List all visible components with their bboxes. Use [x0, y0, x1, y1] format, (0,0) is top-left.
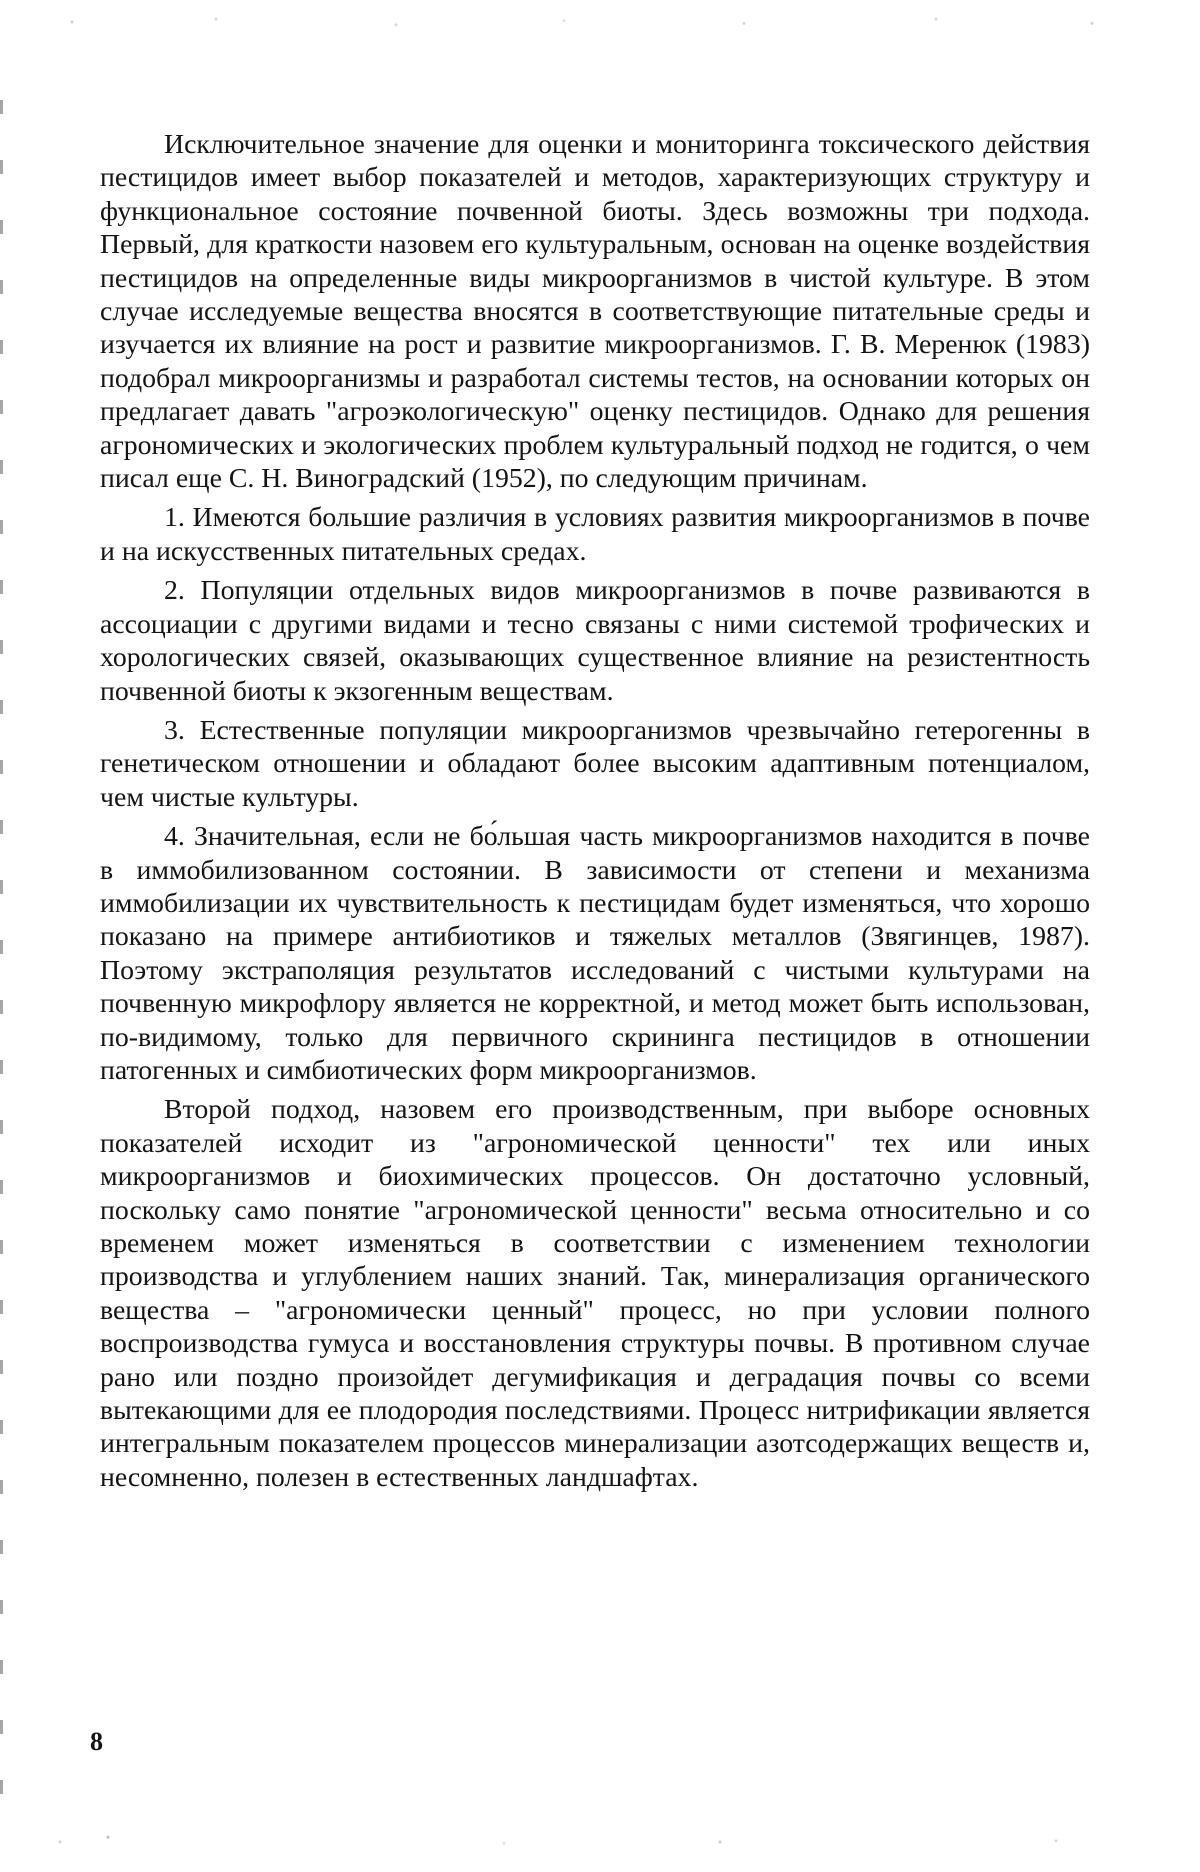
paragraph-reason-1: 1. Имеются большие различия в условиях развития микроорганизмов в почве и на искусственных питательных средах. [100, 502, 1090, 567]
paragraph-reason-3: 3. Естественные популяции микроорганизмов чрезвычайно гетерогенны в генетическом отношении и обладают более высоким адаптивным потенциалом, чем чистые культуры. [100, 714, 1090, 813]
paragraph-reason-2: 2. Популяции отдельных видов микроорганизмов в почве развиваются в ассоциации с другими видами и тесно связаны с ними системой трофических и хорологических связей, оказывающих существенное влияние на резистентность почвенной биоты к экзогенным веществам. [100, 575, 1090, 707]
scan-edge-left [0, 100, 3, 1840]
scan-noise-bottom [0, 1830, 1200, 1854]
page-number: 8 [90, 1727, 103, 1756]
paragraph-second-approach: Второй подход, назовем его производственным, при выборе основных показателей исходит из "агрономической ценности" тех или иных микроорганизмов и биохимических процессов. Он достаточно условный, поскольку само понятие "агрономической ценности" весьма относительно и со временем может изменяться в соответствии с изменением технологии производства и углублением наших знаний. Так, минерализация органического вещества – "агрономически ценный" процесс, но при условии полного воспроизводства гумуса и восстановления структуры почвы. В противном случае рано или поздно произойдет дегумификация и деградация почвы со всеми вытекающими для ее плодородия последствиями. Процесс нитрификации является интегральным показателем процессов минерализации азотсодержащих веществ и, несомненно, полезен в естественных ландшафтах. [100, 1094, 1090, 1493]
paragraph-reason-4: 4. Значительная, если не бо́льшая часть микроорганизмов находится в почве в иммобилизованном состоянии. В зависимости от степени и механизма иммобилизации их чувствительность к пестицидам будет изменяться, что хорошо показано на примере антибиотиков и тяжелых металлов (Звягинцев, 1987). Поэтому экстраполяция результатов исследований с чистыми культурами на почвенную микрофлору является не корректной, и метод может быть использован, по-видимому, только для первичного скрининга пестицидов в отношении патогенных и симбиотических форм микроорганизмов. [100, 821, 1090, 1086]
scan-noise-top [0, 8, 1200, 36]
paragraph-intro: Исключительное значение для оценки и мониторинга токсического действия пестицидов имеет выбор показателей и методов, характеризующих структуру и функциональное состояние почвенной биоты. Здесь возможны три подхода. Первый, для краткости назовем его культуральным, основан на оценке воздействия пестицидов на определенные виды микроорганизмов в чистой культуре. В этом случае исследуемые вещества вносятся в соответствующие питательные среды и изучается их влияние на рост и развитие микроорганизмов. Г. В. Меренюк (1983) подобрал микроорганизмы и разработал системы тестов, на основании которых он предлагает давать "агроэкологическую" оценку пестицидов. Однако для решения агрономических и экологических проблем культуральный подход не годится, о чем писал еще С. Н. Виноградский (1952), по следующим причинам. [100, 129, 1090, 495]
page-body-text [100, 128, 1090, 1494]
